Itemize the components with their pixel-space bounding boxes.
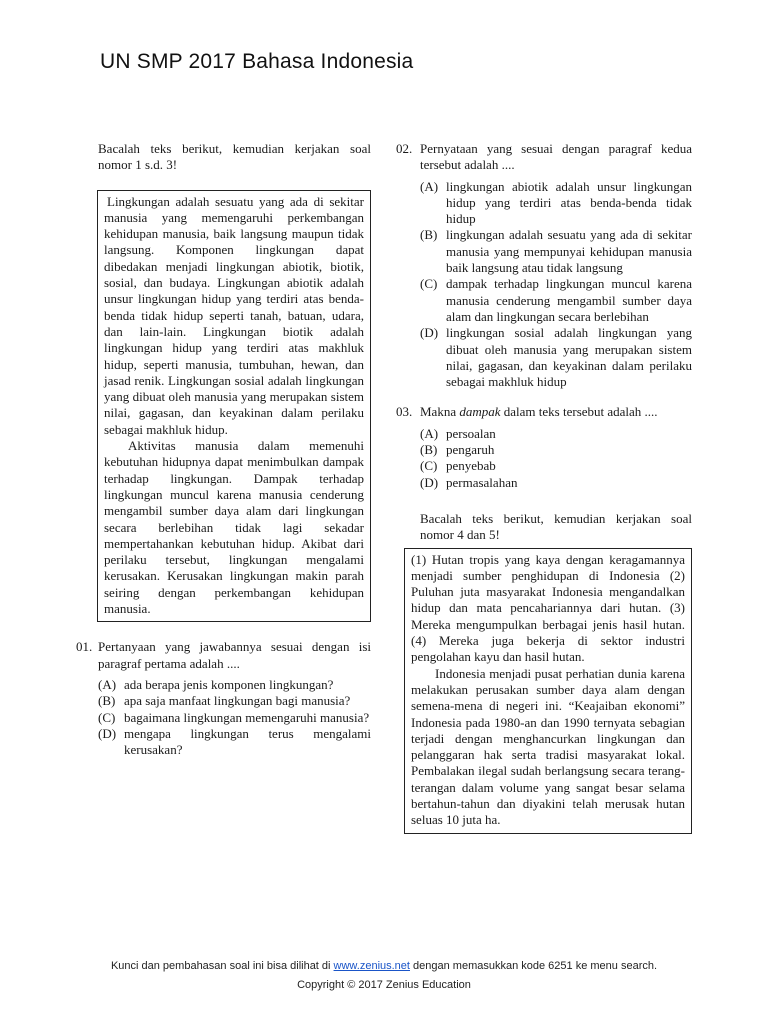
option-b[interactable]	[98, 693, 371, 709]
option-letter: (C)	[420, 276, 438, 292]
option-d[interactable]	[420, 325, 692, 390]
option-letter: (A)	[420, 178, 439, 194]
option-c[interactable]	[420, 276, 692, 325]
option-text: apa saja manfaat lingkungan bagi manusia?	[124, 693, 351, 709]
instruction-2: Bacalah teks berikut, kemudian kerjakan soal nomor 4 dan 5!	[420, 510, 692, 543]
option-letter: (B)	[420, 442, 438, 458]
option-d[interactable]	[98, 726, 371, 759]
stem-text: dalam teks tersebut adalah ....	[500, 404, 658, 420]
option-text: pengaruh	[446, 442, 495, 458]
stem-keyword: dampak	[459, 404, 501, 420]
question-number: 02.	[396, 141, 413, 156]
option-text: lingkungan sosial adalah lingkungan yang dibuat oleh manusia yang merupakan sistem nilai, gagasan, dan keyakinan dalam perilaku sebagai makhluk hidup	[446, 325, 692, 390]
option-letter: (D)	[420, 325, 439, 341]
option-a[interactable]	[420, 179, 692, 228]
question-number: 03.	[396, 404, 413, 420]
option-letter: (B)	[420, 227, 438, 243]
question-stem	[420, 404, 692, 420]
stem-text: Makna	[420, 404, 460, 420]
passage-box-1	[97, 190, 371, 623]
options-list	[420, 426, 692, 491]
page-title: UN SMP 2017 Bahasa Indonesia	[100, 50, 414, 73]
option-c[interactable]	[420, 458, 692, 474]
options-list	[98, 677, 371, 758]
option-letter: (A)	[98, 676, 117, 692]
option-c[interactable]	[98, 710, 371, 726]
option-letter: (D)	[420, 474, 439, 490]
passage-1-paragraph-2: Aktivitas manusia dalam memenuhi kebutuhan hidupnya dapat menimbulkan dampak terhadap lingkungan. Dampak terhadap lingkungan muncul karena manusia cenderung mengambil sumber daya alam dari lingkungan secara berlebihan tidak lagi sekadar mempertahankan kebutuhan hidup. Akibat dari perilaku tersebut, lingkungan mengalami kerusakan. Kerusakan lingkungan makin parah seiring dengan perkembangan kehidupan manusia.	[104, 438, 364, 617]
option-letter: (C)	[98, 709, 116, 725]
passage-2-paragraph-1: (1) Hutan tropis yang kaya dengan keragamannya menjadi sumber penghidupan di Indonesia (2) Puluhan juta masyarakat Indonesia mengandalkan hidup dan mata pencahariannya dari hutan. (3) Mereka mengumpulkan berbagai jenis hasil hutan. (4) Mereka juga bekerja di sektor industri pengolahan kayu dan hasil hutan.	[411, 551, 685, 665]
option-text: dampak terhadap lingkungan muncul karena manusia cenderung mengambil sumber daya alam dan lingkungan secara berlebihan	[446, 276, 692, 324]
option-text: lingkungan abiotik adalah unsur lingkungan hidup yang terdiri atas benda-benda tidak hidup	[446, 178, 692, 227]
left-column	[76, 141, 371, 758]
option-text: penyebab	[446, 458, 496, 474]
option-letter: (C)	[420, 458, 438, 474]
option-text: persoalan	[446, 425, 496, 441]
option-text: mengapa lingkungan terus mengalami kerusakan?	[124, 725, 371, 758]
question-03	[396, 404, 692, 490]
option-d[interactable]	[420, 475, 692, 491]
option-text: ada berapa jenis komponen lingkungan?	[124, 676, 334, 692]
passage-1-paragraph-1: Lingkungan adalah sesuatu yang ada di sekitar manusia yang memengaruhi perkembangan kehidupan manusia, baik langsung maupun tidak langsung. Komponen lingkungan dapat dibedakan menjadi lingkungan abiotik, biotik, sosial, dan budaya. Lingkungan abiotik adalah unsur lingkungan hidup yang terdiri atas benda-benda tidak hidup seperti tanah, batuan, udara, dan lain-lain. Lingkungan biotik adalah lingkungan hidup yang terdiri atas makhluk hidup, seperti manusia, tumbuhan, hewan, dan jasad renik. Lingkungan sosial adalah lingkungan yang dibuat oleh manusia yang merupakan sistem nilai, gagasan, dan keyakinan dalam perilaku sebagai makhluk hidup.	[104, 193, 364, 437]
question-01	[76, 639, 371, 758]
option-text: lingkungan adalah sesuatu yang ada di sekitar manusia yang mempunyai kehidupan manusia baik langsung atau tidak langsung	[446, 227, 692, 276]
footer-text: Kunci dan pembahasan soal ini bisa dilihat di	[110, 960, 334, 972]
option-a[interactable]	[420, 426, 692, 442]
question-number: 01.	[76, 639, 93, 655]
right-column	[396, 141, 692, 834]
question-stem: Pernyataan yang sesuai dengan paragraf kedua tersebut adalah ....	[420, 141, 692, 173]
passage-box-2	[404, 548, 692, 834]
options-list	[420, 179, 692, 391]
option-b[interactable]	[420, 227, 692, 276]
footer-text: dengan memasukkan kode 6251 ke menu search.	[409, 960, 658, 972]
option-text: bagaimana lingkungan memengaruhi manusia?	[124, 709, 370, 725]
copyright: Copyright © 2017 Zenius Education	[297, 979, 471, 991]
option-letter: (A)	[420, 425, 439, 441]
option-letter: (D)	[98, 725, 117, 741]
zenius-link[interactable]: www.zenius.net	[333, 960, 410, 972]
option-text: permasalahan	[446, 474, 518, 490]
option-a[interactable]	[98, 677, 371, 693]
instruction-1: Bacalah teks berikut, kemudian kerjakan soal nomor 1 s.d. 3!	[98, 141, 371, 173]
option-letter: (B)	[98, 693, 116, 709]
passage-2-paragraph-2: Indonesia menjadi pusat perhatian dunia karena melakukan perusakan sumber daya alam dengan semena-mena di negeri ini. “Keajaiban ekonomi” Indonesia pada 1980-an dan 1990 ternyata sebagian terjadi dengan menghancurkan lingkungan dan pelanggaran hak serta tradisi masyarakat lokal. Pembalakan ilegal sudah berlangsung secara terang-terangan dalam volume yang sangat besar selama bertahun-tahun dan diyakini telah merusak hutan seluas 10 juta ha.	[411, 665, 685, 828]
option-b[interactable]	[420, 442, 692, 458]
question-02	[396, 141, 692, 390]
question-stem: Pertanyaan yang jawabannya sesuai dengan isi paragraf pertama adalah ....	[98, 639, 371, 671]
footer-line	[0, 960, 768, 972]
